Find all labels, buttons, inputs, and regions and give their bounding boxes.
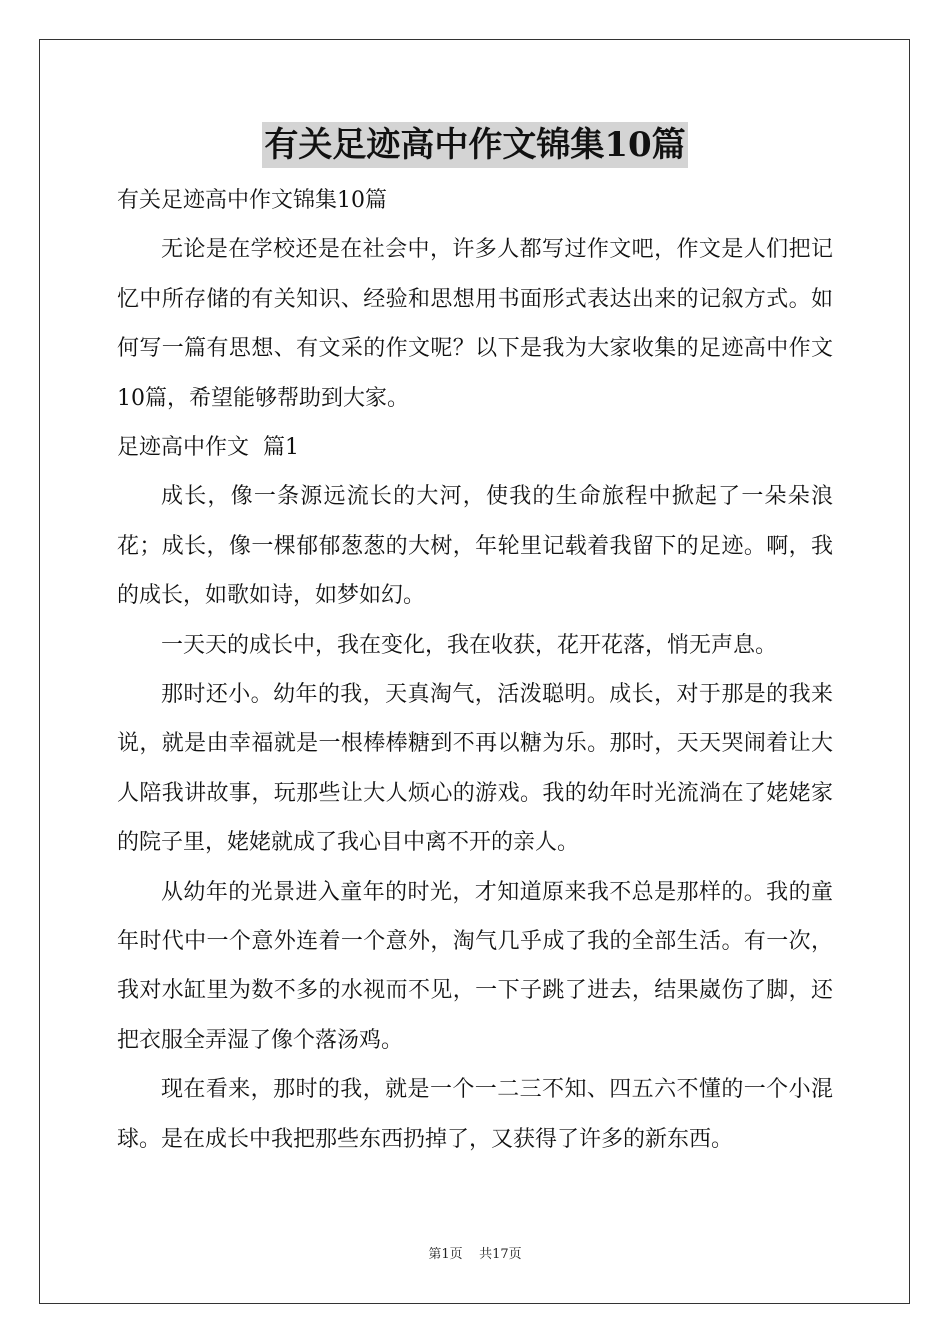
- page-footer: [0, 1246, 950, 1264]
- page-total: 共17页: [479, 1247, 522, 1262]
- body-paragraph-3: 那时还小。幼年的我，天真淘气，活泼聪明。成长，对于那是的我来说，就是由幸福就是一根棒棒糖到不再以糖为乐。那时，天天哭闹着让大人陪我讲故事，玩那些让大人烦心的游戏。我的幼年时光流淌在了姥姥家的院子里，姥姥就成了我心目中离不开的亲人。: [117, 682, 833, 856]
- intro-paragraph: 无论是在学校还是在社会中，许多人都写过作文吧，作文是人们把记忆中所存储的有关知识、经验和思想用书面形式表达出来的记叙方式。如何写一篇有思想、有文采的作文呢？以下是我为大家收集的足迹高中作文10篇，希望能够帮助到大家。: [117, 237, 833, 411]
- page-number: 第1页: [428, 1247, 463, 1262]
- section-heading: 足迹高中作文 篇1: [117, 435, 299, 461]
- document-subtitle: 有关足迹高中作文锦集10篇: [117, 188, 387, 213]
- body-paragraph-5: 现在看来，那时的我，就是一个一二三不知、四五六不懂的一个小混球。是在成长中我把那些东西扔掉了，又获得了许多的新东西。: [117, 1077, 833, 1152]
- document-body: [117, 176, 833, 1164]
- document-title: 有关足迹高中作文锦集10篇: [262, 122, 687, 168]
- body-paragraph-1: 成长，像一条源远流长的大河，使我的生命旅程中掀起了一朵朵浪花；成长，像一棵郁郁葱葱的大树，年轮里记载着我留下的足迹。啊，我的成长，如歌如诗，如梦如幻。: [117, 484, 833, 609]
- title-container: [0, 122, 950, 168]
- body-paragraph-2: 一天天的成长中，我在变化，我在收获，花开花落，悄无声息。: [161, 632, 778, 658]
- body-paragraph-4: 从幼年的光景进入童年的时光，才知道原来我不总是那样的。我的童年时代中一个意外连着一个意外，淘气几乎成了我的全部生活。有一次，我对水缸里为数不多的水视而不见，一下子跳了进去，结果崴伤了脚，还把衣服全弄湿了像个落汤鸡。: [117, 879, 833, 1053]
